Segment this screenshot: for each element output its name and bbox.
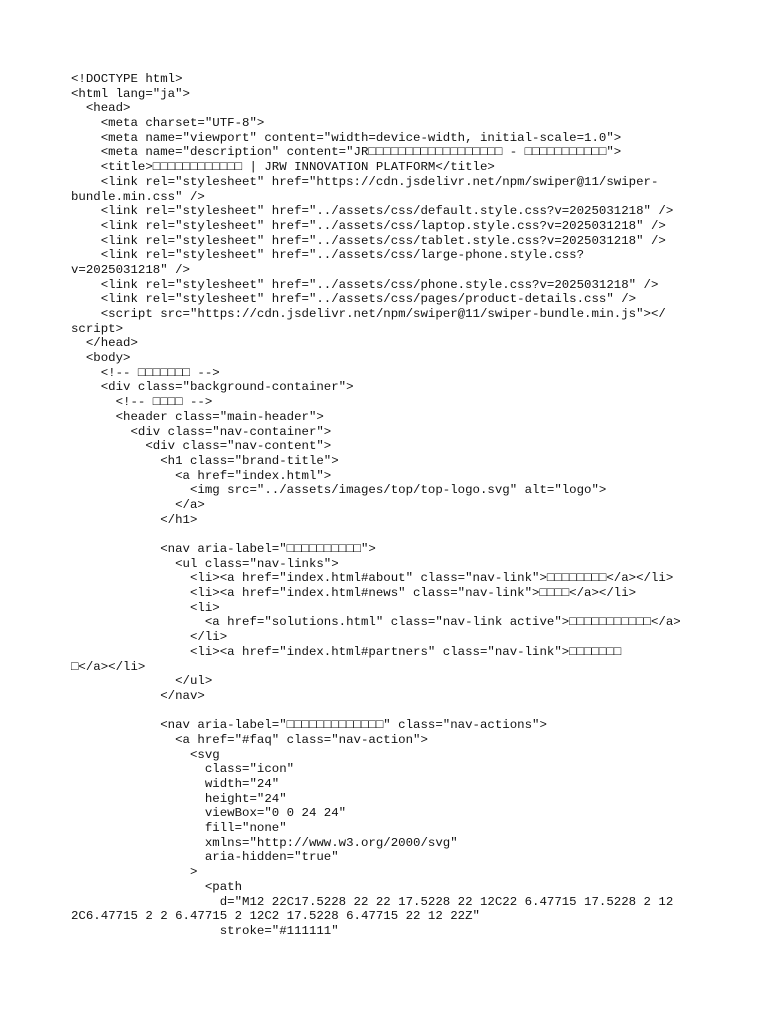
code-line: <path xyxy=(71,879,243,894)
code-line: height="24" xyxy=(71,791,287,806)
code-line: <nav aria-label="□□□□□□□□□□□□□" class="nav-actions"> xyxy=(71,718,547,733)
code-line: <head> xyxy=(71,101,131,116)
code-line xyxy=(71,704,711,719)
code-line: <title>□□□□□□□□□□□□ | JRW INNOVATION PLATFORM</title> xyxy=(71,160,495,175)
code-line: <html lang="ja"> xyxy=(71,86,190,101)
code-line: <li><a href="index.html#about" class="nav-link">□□□□□□□□</a></li> xyxy=(71,571,674,586)
code-line: </ul> xyxy=(71,674,213,689)
code-line: <div class="background-container"> xyxy=(71,380,354,395)
code-line: □</a></li> xyxy=(71,659,146,674)
code-line: <link rel="stylesheet" href="../assets/css/phone.style.css?v=2025031218" /> xyxy=(71,277,659,292)
code-line: <body> xyxy=(71,351,131,366)
code-line: viewBox="0 0 24 24" xyxy=(71,806,347,821)
code-line: script> xyxy=(71,321,124,336)
code-line: <li><a href="index.html#partners" class="nav-link">□□□□□□□ xyxy=(71,644,622,659)
code-line: <link rel="stylesheet" href="../assets/css/large-phone.style.css? xyxy=(71,248,585,263)
code-line: fill="none" xyxy=(71,821,287,836)
code-line: bundle.min.css" /> xyxy=(71,189,205,204)
code-line: stroke="#111111" xyxy=(71,923,339,938)
code-line: <meta name="description" content="JR□□□□□□□□□□□□□□□□□□ - □□□□□□□□□□□"> xyxy=(71,145,622,160)
code-line: <svg xyxy=(71,747,220,762)
code-line: <li> xyxy=(71,600,220,615)
code-line: > xyxy=(71,865,198,880)
code-line: <meta name="viewport" content="width=device-width, initial-scale=1.0"> xyxy=(71,130,622,145)
code-line: </h1> xyxy=(71,512,198,527)
code-line: <nav aria-label="□□□□□□□□□□"> xyxy=(71,542,376,556)
code-line: <a href="solutions.html" class="nav-link active">□□□□□□□□□□□</a> xyxy=(71,615,681,630)
code-line: <header class="main-header"> xyxy=(71,409,324,424)
code-line: </li> xyxy=(71,630,228,645)
code-line: v=2025031218" /> xyxy=(71,262,190,277)
code-line: <div class="nav-content"> xyxy=(71,439,332,454)
code-line: 2C6.47715 2 2 6.47715 2 12C2 17.5228 6.47715 22 12 22Z" xyxy=(71,909,480,924)
code-line: <link rel="stylesheet" href="../assets/css/laptop.style.css?v=2025031218" /> xyxy=(71,218,666,233)
code-line: <link rel="stylesheet" href="../assets/css/pages/product-details.css" /> xyxy=(71,292,637,307)
code-line: <link rel="stylesheet" href="../assets/css/default.style.css?v=2025031218" /> xyxy=(71,204,674,219)
code-line: <div class="nav-container"> xyxy=(71,424,332,439)
code-line: <meta charset="UTF-8"> xyxy=(71,116,265,131)
code-line: <a href="index.html"> xyxy=(71,468,332,483)
code-line: </head> xyxy=(71,336,138,351)
code-line: <h1 class="brand-title"> xyxy=(71,453,339,468)
code-line: <link rel="stylesheet" href="../assets/css/tablet.style.css?v=2025031218" /> xyxy=(71,233,666,248)
code-line: width="24" xyxy=(71,777,280,791)
code-line: <!DOCTYPE html> xyxy=(71,72,183,86)
code-line: d="M12 22C17.5228 22 22 17.5228 22 12C22 6.47715 17.5228 2 12 xyxy=(71,894,674,909)
code-line: xmlns="http://www.w3.org/2000/svg" xyxy=(71,835,458,850)
code-line: class="icon" xyxy=(71,762,295,777)
code-line: <link rel="stylesheet" href="https://cdn.jsdelivr.net/npm/swiper@11/swiper- xyxy=(71,174,659,189)
code-listing xyxy=(71,72,711,939)
code-line: <li><a href="index.html#news" class="nav-link">□□□□</a></li> xyxy=(71,586,637,601)
code-line: <a href="#faq" class="nav-action"> xyxy=(71,732,428,747)
code-line: </nav> xyxy=(71,688,205,703)
code-line: <ul class="nav-links"> xyxy=(71,556,339,571)
code-line: </a> xyxy=(71,497,205,512)
code-line: aria-hidden="true" xyxy=(71,850,339,865)
code-line: <img src="../assets/images/top/top-logo.svg" alt="logo"> xyxy=(71,483,607,498)
code-line: <script src="https://cdn.jsdelivr.net/npm/swiper@11/swiper-bundle.min.js"></ xyxy=(71,307,666,321)
code-line: <!-- □□□□□□□ --> xyxy=(71,365,220,380)
code-line xyxy=(71,527,711,542)
code-line: <!-- □□□□ --> xyxy=(71,395,213,410)
